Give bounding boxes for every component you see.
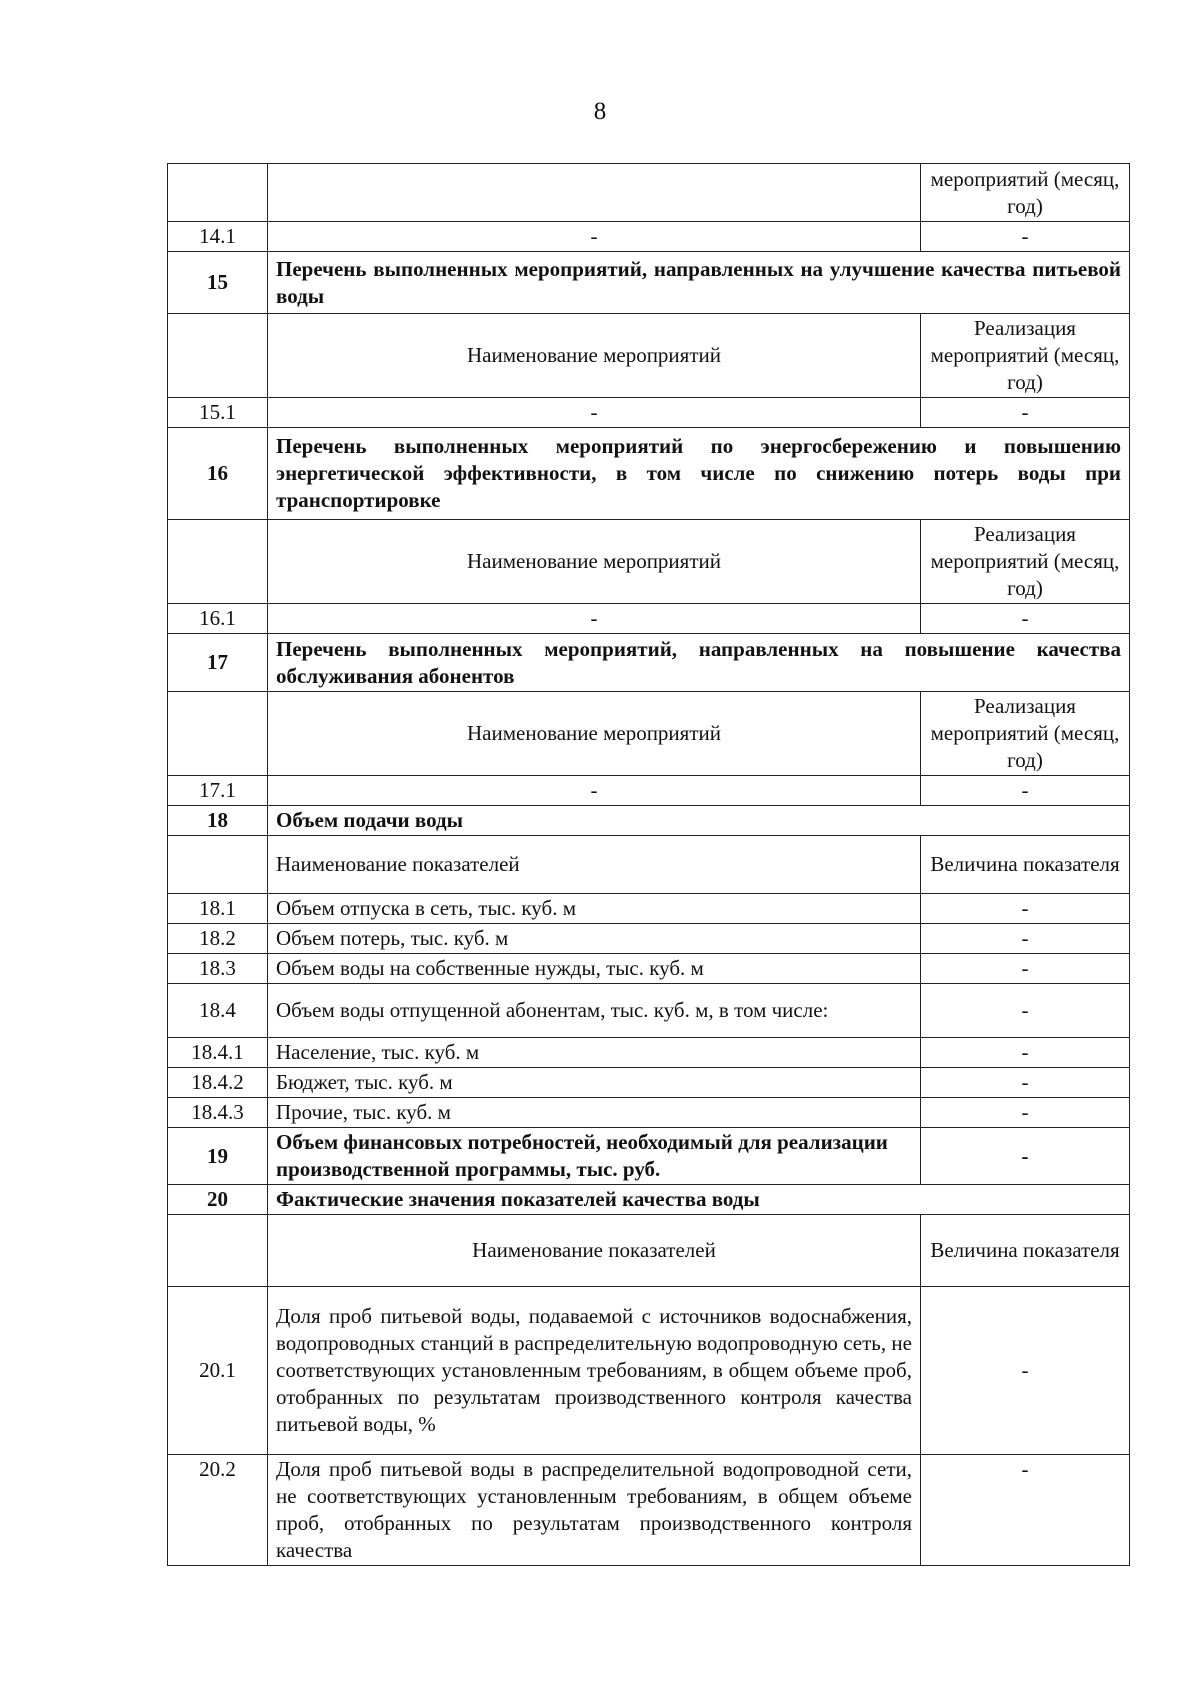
- row-number: 17.1: [168, 776, 268, 806]
- column-header-value: Реализация мероприятий (месяц, год): [921, 520, 1130, 604]
- row-value: -: [921, 1455, 1130, 1566]
- row-value: -: [921, 924, 1130, 954]
- table-row: [168, 1098, 1130, 1128]
- row-value: -: [921, 1038, 1130, 1068]
- column-header-value: Величина показателя: [921, 1215, 1130, 1287]
- column-header-value: Величина показателя: [921, 836, 1130, 894]
- section-number: 19: [168, 1128, 268, 1185]
- section-title: Перечень выполненных мероприятий, направленных на улучшение качества питьевой воды: [268, 252, 1130, 314]
- section-number: 16: [168, 428, 268, 520]
- row-name: Прочие, тыс. куб. м: [268, 1098, 921, 1128]
- row-value: -: [921, 222, 1130, 252]
- supply-volume-rows: [168, 894, 1130, 1128]
- column-header-row: [168, 520, 1130, 604]
- row-value: -: [921, 776, 1130, 806]
- row-value: мероприятий (месяц, год): [921, 164, 1130, 222]
- table-row: [168, 776, 1130, 806]
- row-value: -: [921, 894, 1130, 924]
- table-row: [168, 1287, 1130, 1455]
- row-name: Доля проб питьевой воды в распределительной водопроводной сети, не соответствующих установленным требованиям, в общем объеме проб, отобранных по результатам производственного контроля качества: [268, 1455, 921, 1566]
- row-name: -: [268, 604, 921, 634]
- column-header-row: [168, 836, 1130, 894]
- row-number: 16.1: [168, 604, 268, 634]
- row-name: Бюджет, тыс. куб. м: [268, 1068, 921, 1098]
- table-row: [168, 1068, 1130, 1098]
- column-header-value: Реализация мероприятий (месяц, год): [921, 692, 1130, 776]
- row-value: -: [921, 1098, 1130, 1128]
- row-number: 18.3: [168, 954, 268, 984]
- row-value: -: [921, 1287, 1130, 1455]
- section-title: Объем финансовых потребностей, необходимый для реализации производственной программы, тыс. руб.: [268, 1128, 921, 1185]
- column-header-row: [168, 314, 1130, 398]
- row-number: 18.4: [168, 984, 268, 1038]
- row-number: 18.4.2: [168, 1068, 268, 1098]
- section-row: [168, 806, 1130, 836]
- column-header-name: Наименование показателей: [268, 836, 921, 894]
- table-row: [168, 398, 1130, 428]
- section-title: Перечень выполненных мероприятий по энергосбережению и повышению энергетической эффективности, в том числе по снижению потерь воды при транспортировке: [268, 428, 1130, 520]
- table-row: [168, 954, 1130, 984]
- table-row: [168, 1038, 1130, 1068]
- program-table: [167, 163, 1130, 1566]
- section-row: [168, 428, 1130, 520]
- section-row: [168, 252, 1130, 314]
- column-header-value: Реализация мероприятий (месяц, год): [921, 314, 1130, 398]
- table-row: [168, 984, 1130, 1038]
- row-number: 18.4.3: [168, 1098, 268, 1128]
- row-name: Объем отпуска в сеть, тыс. куб. м: [268, 894, 921, 924]
- table-row: [168, 894, 1130, 924]
- column-header-name: Наименование мероприятий: [268, 520, 921, 604]
- section-row: [168, 1185, 1130, 1215]
- row-number: 14.1: [168, 222, 268, 252]
- column-header-row: [168, 692, 1130, 776]
- section-row: [168, 634, 1130, 692]
- column-header-row: [168, 1215, 1130, 1287]
- section-number: 17: [168, 634, 268, 692]
- row-name: Доля проб питьевой воды, подаваемой с источников водоснабжения, водопроводных станций в распределительную водопроводную сеть, не соответствующих установленным требованиям, в общем объеме проб, отобранных по результатам производственного контроля качества питьевой воды, %: [268, 1287, 921, 1455]
- row-value: -: [921, 604, 1130, 634]
- page-number: 8: [593, 98, 607, 125]
- section-value: -: [921, 1128, 1130, 1185]
- section-number: 18: [168, 806, 268, 836]
- row-number: [168, 164, 268, 222]
- row-number: 18.4.1: [168, 1038, 268, 1068]
- section-title: Фактические значения показателей качества воды: [268, 1185, 1130, 1215]
- row-value: -: [921, 398, 1130, 428]
- row-name: Население, тыс. куб. м: [268, 1038, 921, 1068]
- table-row: [168, 924, 1130, 954]
- row-number: 15.1: [168, 398, 268, 428]
- table-row: [168, 604, 1130, 634]
- column-header-name: Наименование показателей: [268, 1215, 921, 1287]
- section-title: Перечень выполненных мероприятий, направленных на повышение качества обслуживания абонентов: [268, 634, 1130, 692]
- continued-header-row: [168, 164, 1130, 222]
- section-number: 20: [168, 1185, 268, 1215]
- row-value: -: [921, 954, 1130, 984]
- row-name: Объем потерь, тыс. куб. м: [268, 924, 921, 954]
- row-name: -: [268, 776, 921, 806]
- row-number: 20.1: [168, 1287, 268, 1455]
- row-number: 18.1: [168, 894, 268, 924]
- row-value: -: [921, 984, 1130, 1038]
- row-number: 18.2: [168, 924, 268, 954]
- column-header-name: Наименование мероприятий: [268, 314, 921, 398]
- section-number: 15: [168, 252, 268, 314]
- row-value: -: [921, 1068, 1130, 1098]
- row-name: -: [268, 398, 921, 428]
- row-name: [268, 164, 921, 222]
- section-row: [168, 1128, 1130, 1185]
- row-name: Объем воды на собственные нужды, тыс. куб. м: [268, 954, 921, 984]
- section-title: Объем подачи воды: [268, 806, 1130, 836]
- row-number: 20.2: [168, 1455, 268, 1566]
- column-header-name: Наименование мероприятий: [268, 692, 921, 776]
- table-row: [168, 222, 1130, 252]
- row-name: -: [268, 222, 921, 252]
- row-name: Объем воды отпущенной абонентам, тыс. куб. м, в том числе:: [268, 984, 921, 1038]
- table-row: [168, 1455, 1130, 1566]
